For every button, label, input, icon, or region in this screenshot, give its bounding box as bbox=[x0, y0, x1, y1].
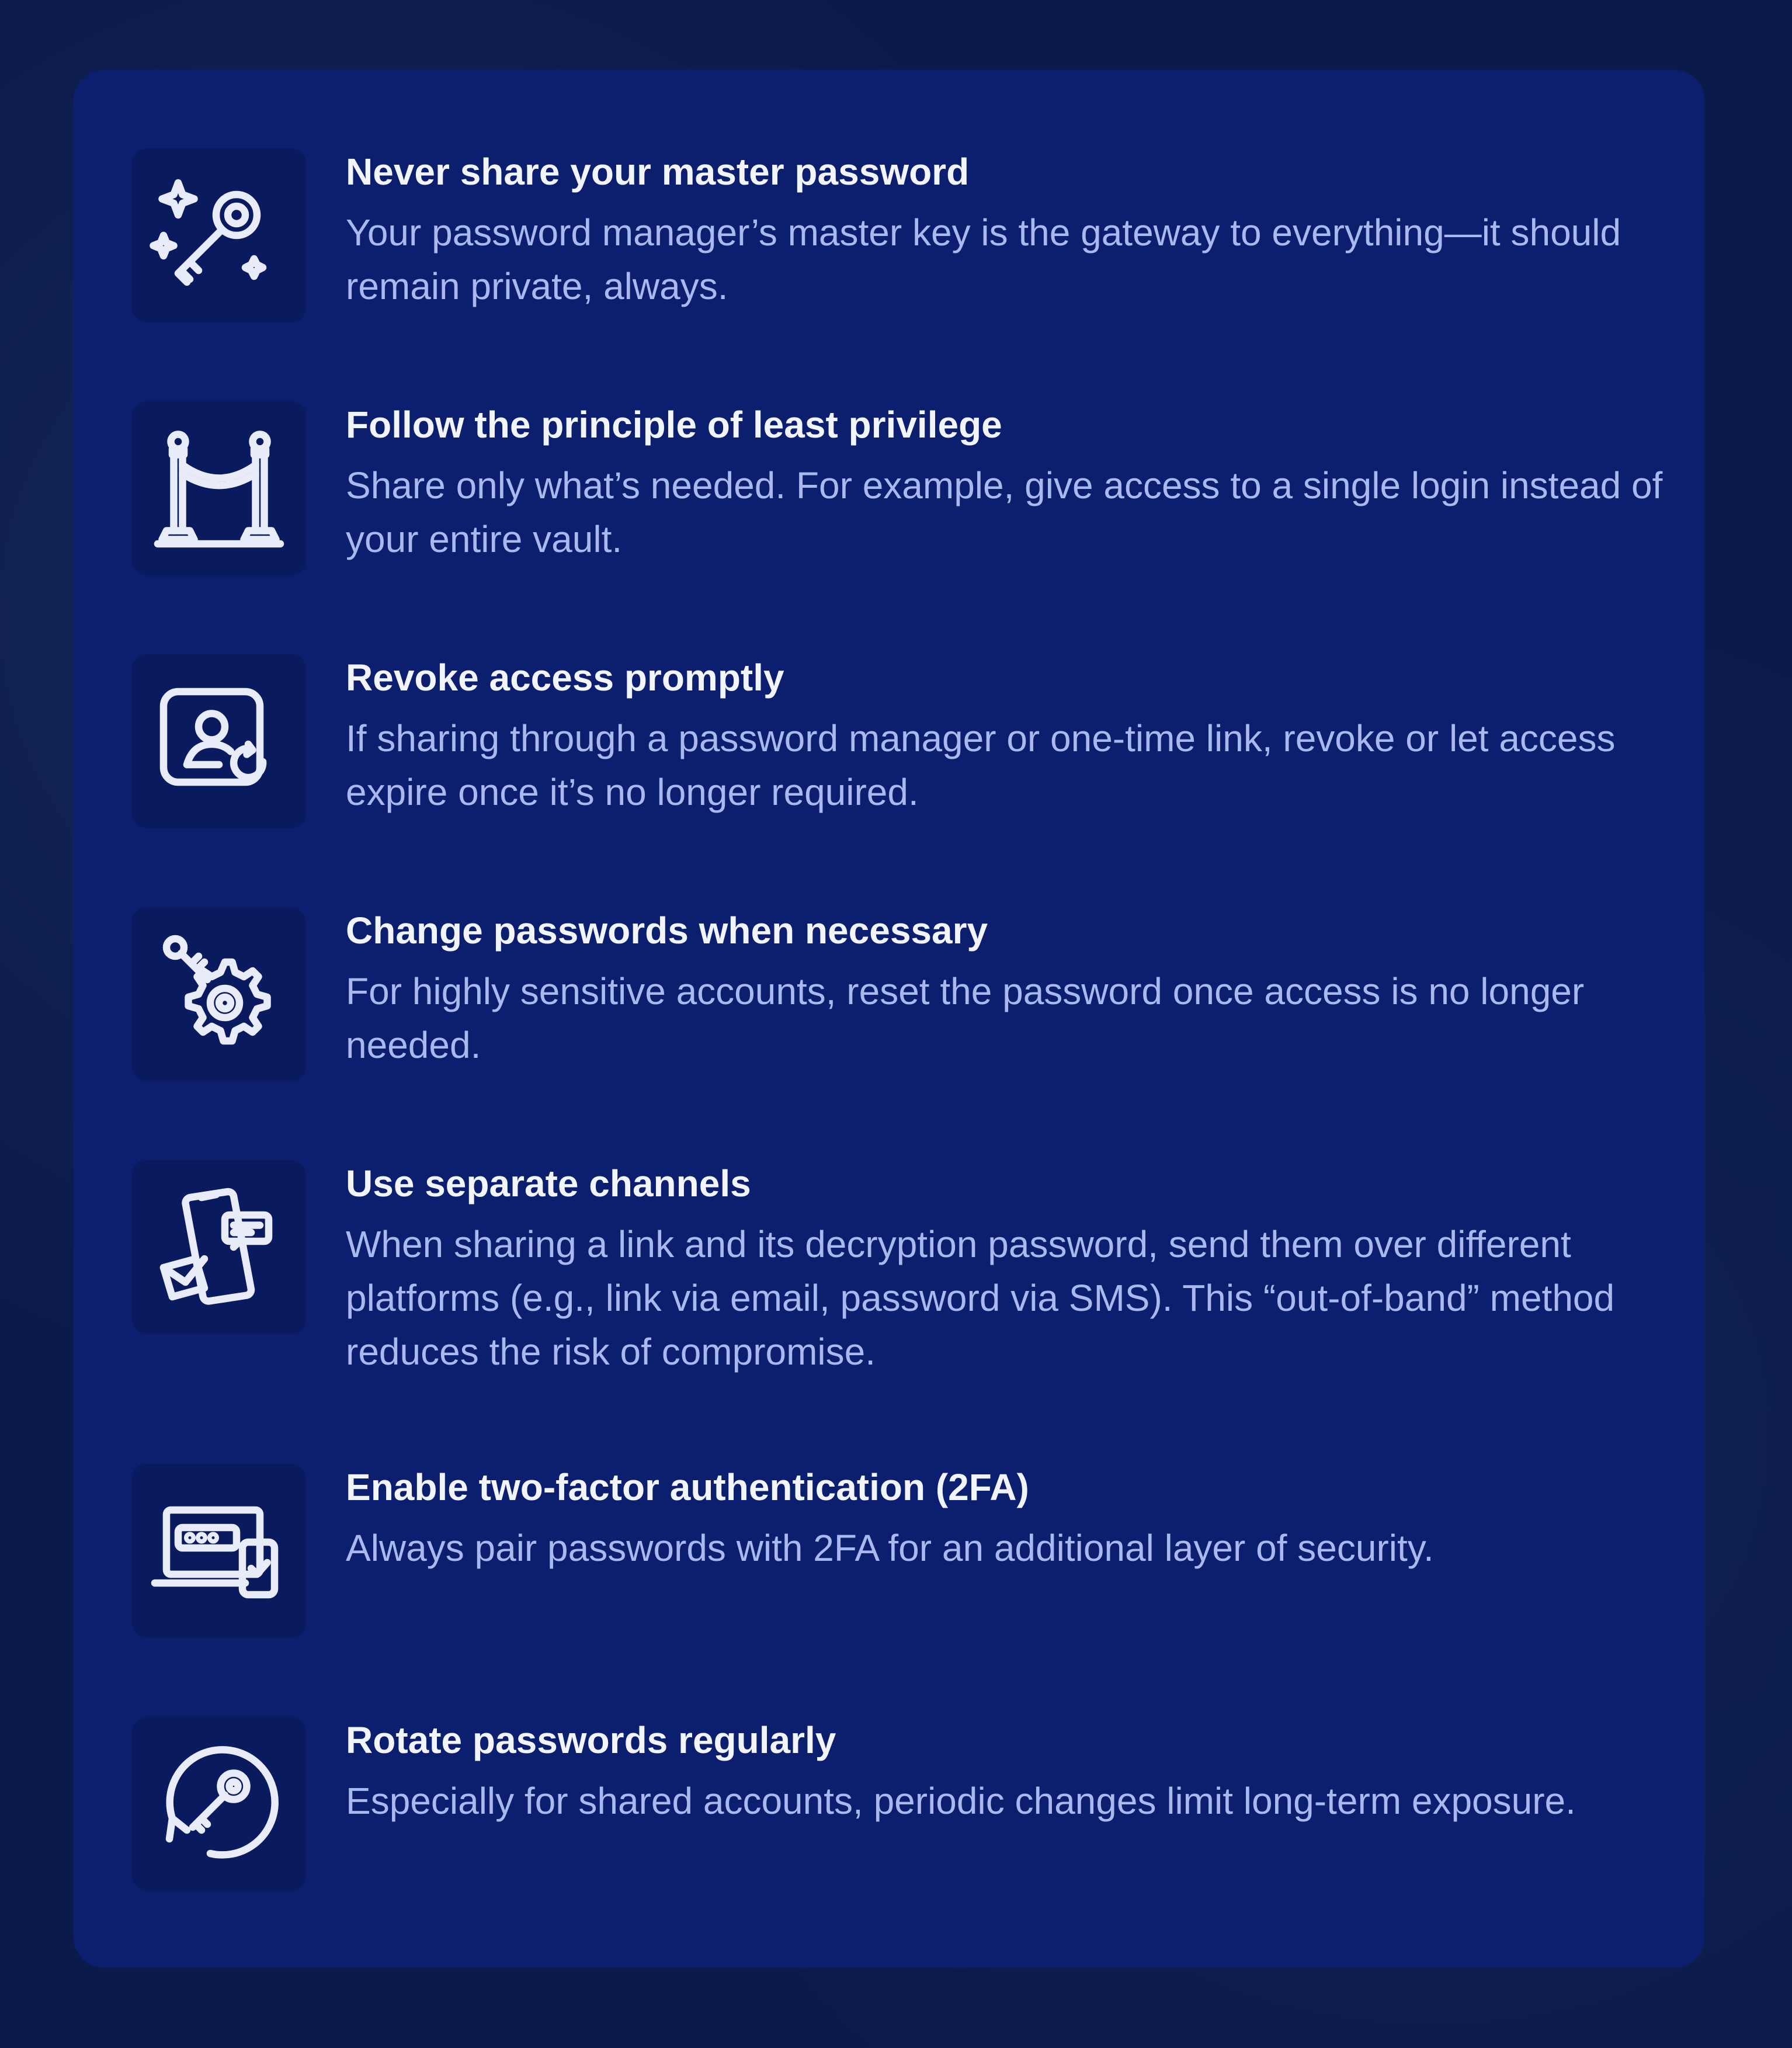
tip-title: Use separate channels bbox=[346, 1162, 751, 1204]
tip-description: Share only what’s needed. For example, give access to a single login instead of your entire vault. bbox=[346, 464, 1663, 560]
tip-description: For highly sensitive accounts, reset the password once access is no longer needed. bbox=[346, 970, 1585, 1066]
tip-description: Especially for shared accounts, periodic changes limit long-term exposure. bbox=[346, 1780, 1576, 1822]
tips-card bbox=[74, 70, 1704, 1967]
laptop-phone-2fa-icon bbox=[132, 1464, 306, 1638]
tip-description: Always pair passwords with 2FA for an additional layer of security. bbox=[346, 1527, 1434, 1569]
tip-description: Your password manager’s master key is the gateway to everything—it should remain private, always. bbox=[346, 211, 1621, 307]
user-revoke-icon bbox=[132, 654, 306, 828]
rope-barrier-icon bbox=[132, 401, 306, 575]
tip-title: Change passwords when necessary bbox=[346, 910, 988, 952]
tip-title: Never share your master password bbox=[346, 151, 970, 193]
key-sparkles-icon bbox=[132, 148, 306, 322]
tip-title: Revoke access promptly bbox=[346, 657, 784, 699]
key-gear-icon bbox=[132, 907, 306, 1081]
tip-description: If sharing through a password manager or one-time link, revoke or let access expire once it’s no longer required. bbox=[346, 717, 1616, 813]
phone-envelope-icon bbox=[132, 1160, 306, 1334]
tip-title: Follow the principle of least privilege bbox=[346, 404, 1002, 446]
tip-title: Rotate passwords regularly bbox=[346, 1719, 836, 1761]
key-rotate-icon bbox=[132, 1717, 306, 1891]
tip-title: Enable two-factor authentication (2FA) bbox=[346, 1466, 1029, 1508]
tip-description: When sharing a link and its decryption password, send them over different platforms (e.g., link via email, password via SMS). This “out-of-band” method reduces the risk of compromise. bbox=[346, 1223, 1615, 1373]
